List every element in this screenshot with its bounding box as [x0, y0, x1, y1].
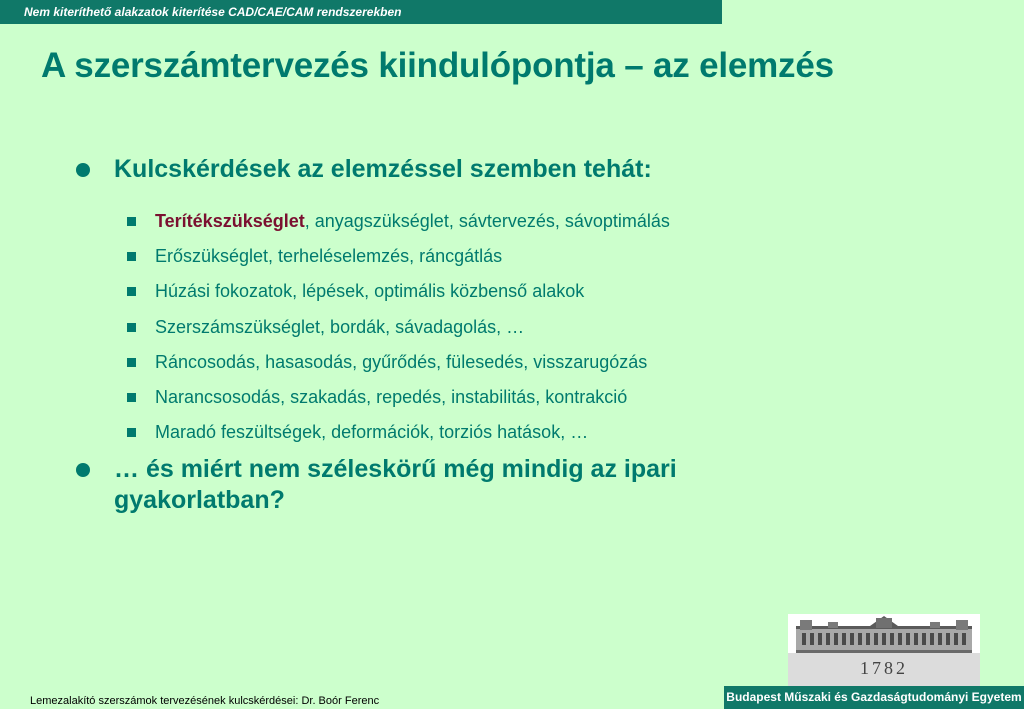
sub-bullet-text: Erőszükséglet, terheléselemzés, ráncgátlás: [155, 246, 503, 267]
sub-bullet-item: [127, 380, 670, 415]
square-bullet-icon: [127, 287, 136, 296]
sub-bullet-rest: , anyagszükséglet, sávtervezés, sávoptimálás: [304, 211, 670, 232]
sub-bullet-text: Húzási fokozatok, lépések, optimális közbenső alakok: [155, 281, 585, 302]
sub-bullet-item: [127, 274, 670, 309]
sub-bullet-item: [127, 204, 670, 239]
square-bullet-icon: [127, 428, 136, 437]
university-building-icon: [788, 614, 980, 686]
square-bullet-icon: [127, 358, 136, 367]
footer-university: Budapest Műszaki és Gazdaságtudományi Egyetem: [724, 686, 1024, 709]
square-bullet-icon: [127, 323, 136, 332]
sub-bullet-item: [127, 415, 670, 450]
sub-bullet-text: [155, 211, 670, 232]
sub-bullet-list: [127, 204, 670, 450]
bullet-dot-icon: [76, 163, 90, 177]
sub-bullet-text: Ráncosodás, hasasodás, gyűrődés, fülesedés, visszarugózás: [155, 351, 648, 372]
sub-bullet-text: Szerszámszükséglet, bordák, sávadagolás, …: [155, 316, 525, 337]
logo-year: 1782: [860, 658, 908, 678]
sub-bullet-text: Narancsosodás, szakadás, repedés, instabilitás, kontrakció: [155, 387, 628, 408]
square-bullet-icon: [127, 217, 136, 226]
footer-author: Lemezalakító szerszámok tervezésének kulcskérdései: Dr. Boór Ferenc: [30, 695, 380, 707]
sub-bullet-item: [127, 345, 670, 380]
bullet-industrial-practice: [76, 454, 774, 516]
bullet-dot-icon: [76, 463, 90, 477]
square-bullet-icon: [127, 252, 136, 261]
top-banner: Nem kiteríthető alakzatok kiterítése CAD/CAE/CAM rendszerekben: [0, 0, 722, 24]
slide-title: A szerszámtervezés kiindulópontja – az elemzés: [41, 46, 834, 85]
bullet-text: … és miért nem széleskörű még mindig az ipari gyakorlatban?: [114, 455, 677, 514]
highlight-term: Terítékszükséglet: [155, 211, 305, 232]
square-bullet-icon: [127, 393, 136, 402]
bullet-text: Kulcskérdések az elemzéssel szemben tehát:: [114, 155, 652, 183]
university-logo: [788, 614, 980, 686]
sub-bullet-item: [127, 239, 670, 274]
sub-bullet-item: [127, 310, 670, 345]
bullet-key-questions: [76, 154, 774, 185]
sub-bullet-text: Maradó feszültségek, deformációk, torziós hatások, …: [155, 422, 589, 443]
